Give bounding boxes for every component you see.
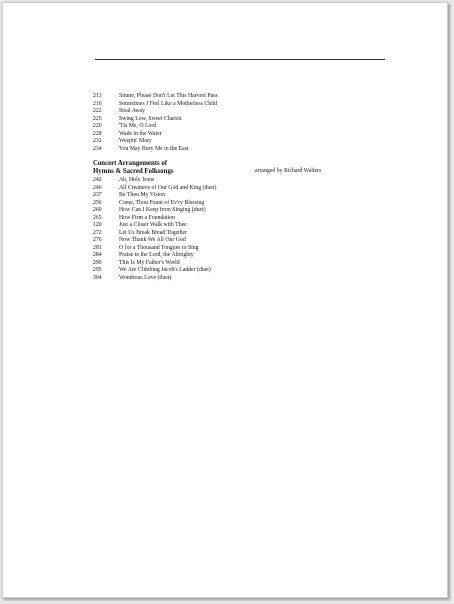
list-item [93,230,216,238]
song-title: How Firm a Foundation [119,214,175,221]
song-title: All Creatures of Our God and King (duet) [119,184,217,191]
list-item [93,177,216,185]
song-title: We Are Climbing Jacob's Ladder (duet) [119,267,211,273]
song-title: Wondrous Love (duet) [119,274,172,281]
song-title: 'Tis Me, O Lord [119,123,157,129]
page-number: 242 [93,177,102,183]
song-title: Come, Thou Fount of Ev'ry Blessing [119,199,205,206]
song-title: You May Bury Me in the East [119,145,189,152]
song-title: Sinner, Please Don't Let This Harvest Pass [119,93,218,99]
list-item [93,260,216,268]
list-item [93,93,218,101]
page-number: 256 [93,199,102,206]
song-title: Wade in the Water [119,130,162,137]
page-number: 281 [93,244,102,251]
page-number: 276 [93,237,102,243]
page-number: 120 [93,222,102,228]
page-number: 222 [93,108,102,114]
page-number: 220 [93,123,102,129]
list-item [93,123,218,131]
page-number: 272 [93,229,102,236]
song-title: Ah, Holy Jesus [119,177,155,183]
page-number: 246 [93,184,102,191]
list-item [93,185,216,193]
page-number: 232 [93,138,102,144]
list-item [93,252,216,260]
document-page [2,2,448,598]
song-title: Praise to the Lord, the Almighty [119,252,194,258]
list-item [93,192,216,200]
list-item [93,138,218,146]
section-heading-line2: Hymns & Sacred Folksongs [93,167,174,175]
list-item [93,131,218,139]
contents-list-spirituals [93,93,218,153]
page-number: 213 [93,93,102,99]
song-title: Now Thank We All Our God [119,237,186,243]
list-item [93,245,216,253]
list-item [93,267,216,275]
song-title: Just a Closer Walk with Thee [119,222,187,228]
list-item [93,275,216,283]
song-title: This Is My Father's World [119,259,180,266]
page-number: 225 [93,115,102,122]
song-title: Sometimes I Feel Like a Motherless Child [119,100,218,107]
list-item [93,101,218,109]
section-heading [93,160,174,175]
list-item [93,116,218,124]
list-item [93,222,216,230]
song-title: Swing Low, Sweet Chariot [119,115,182,122]
list-item [93,215,216,223]
list-item [93,207,216,215]
header-rule [95,59,385,60]
page-number: 260 [93,207,102,213]
page-number: 228 [93,130,102,137]
song-title: Let Us Break Bread Together [119,229,188,236]
page-number: 234 [93,145,102,152]
page-number: 237 [93,192,102,198]
contents-list-hymns [93,177,216,282]
page-number: 265 [93,214,102,221]
song-title: O for a Thousand Tongues to Sing [119,244,199,251]
song-title: How Can I Keep from Singing (duet) [119,207,206,213]
song-title: Steal Away [119,108,146,114]
list-item [93,237,216,245]
list-item [93,146,218,154]
list-item [93,200,216,208]
song-title: Be Thou My Vision [119,192,165,198]
song-title: Weepin' Mary [119,138,152,144]
arranger-credit: arranged by Richard Walters [255,168,322,174]
list-item [93,108,218,116]
section-heading-line1: Concert Arrangements of [93,160,167,167]
page-number: 304 [93,274,102,281]
page-number: 290 [93,259,102,266]
page-number: 295 [93,267,102,273]
page-number: 284 [93,252,102,258]
page-number: 216 [93,100,102,107]
